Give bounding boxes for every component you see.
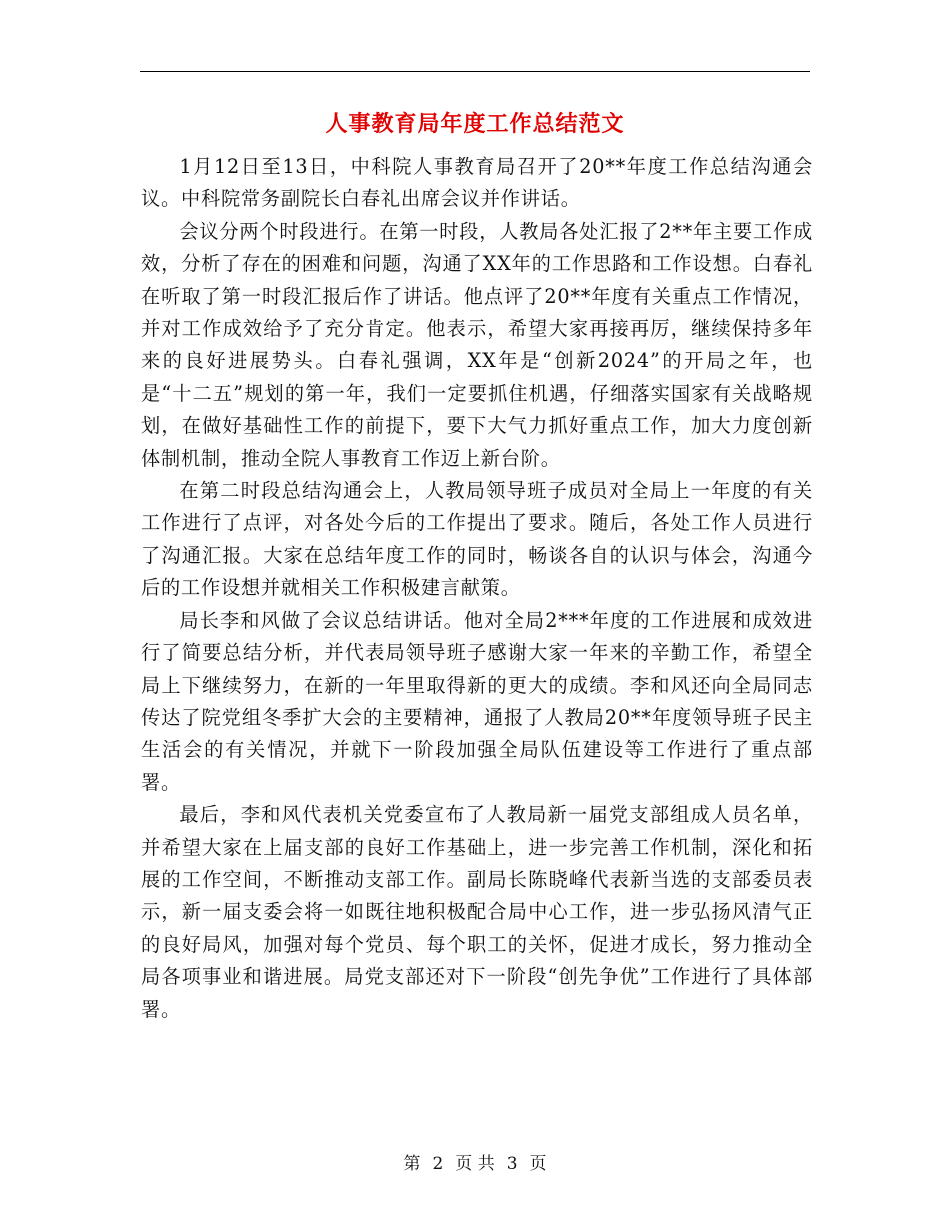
header-rule [140,71,810,72]
footer-suffix: 页 [529,1154,547,1174]
document-title: 人事教育局年度工作总结范文 [325,111,625,137]
current-page-number: 2 [432,1154,444,1174]
page-footer [0,1152,950,1176]
footer-prefix: 第 [403,1154,421,1174]
paragraph-4: 局长李和风做了会议总结讲话。他对全局2***年度的工作进展和成效进行了简要总结分析，并代表局领导班子感谢大家一年来的辛勤工作，希望全局上下继续努力，在新的一年里取得新的更大的成绩。李和风还向全局同志传达了院党组冬季扩大会的主要精神，通报了人教局20**年度领导班子民主生活会的有关情况，并就下一阶段加强全局队伍建设等工作进行了重点部署。 [141,608,813,794]
footer-middle: 页 共 [455,1154,495,1174]
paragraph-3: 在第二时段总结沟通会上，人教局领导班子成员对全局上一年度的有关工作进行了点评，对各处今后的工作提出了要求。随后，各处工作人员进行了沟通汇报。大家在总结年度工作的同时，畅谈各自的认识与体会，沟通今后的工作设想并就相关工作积极建言献策。 [141,479,813,600]
document-body [141,151,813,1026]
total-pages-number: 3 [506,1154,518,1174]
paragraph-5: 最后，李和风代表机关党委宣布了人教局新一届党支部组成人员名单，并希望大家在上届支部的良好工作基础上，进一步完善工作机制，深化和拓展的工作空间，不断推动支部工作。副局长陈晓峰代表新当选的支部委员表示，新一届支委会将一如既往地积极配合局中心工作，进一步弘扬风清气正的良好局风，加强对每个党员、每个职工的关怀，促进才成长，努力推动全局各项事业和谐进展。局党支部还对下一阶段“创先争优”工作进行了具体部署。 [141,803,813,1021]
paragraph-2: 会议分两个时段进行。在第一时段，人教局各处汇报了2**年主要工作成效，分析了存在的困难和问题，沟通了XX年的工作思路和工作设想。白春礼在听取了第一时段汇报后作了讲话。他点评了20**年度有关重点工作情况，并对工作成效给予了充分肯定。他表示，希望大家再接再厉，继续保持多年来的良好进展势头。白春礼强调，XX年是“创新2024”的开局之年，也是“十二五”规划的第一年，我们一定要抓住机遇，仔细落实国家有关战略规划，在做好基础性工作的前提下，要下大气力抓好重点工作，加大力度创新体制机制，推动全院人事教育工作迈上新台阶。 [141,219,813,470]
paragraph-1: 1月12日至13日，中科院人事教育局召开了20**年度工作总结沟通会议。中科院常务副院长白春礼出席会议并作讲话。 [141,155,813,211]
